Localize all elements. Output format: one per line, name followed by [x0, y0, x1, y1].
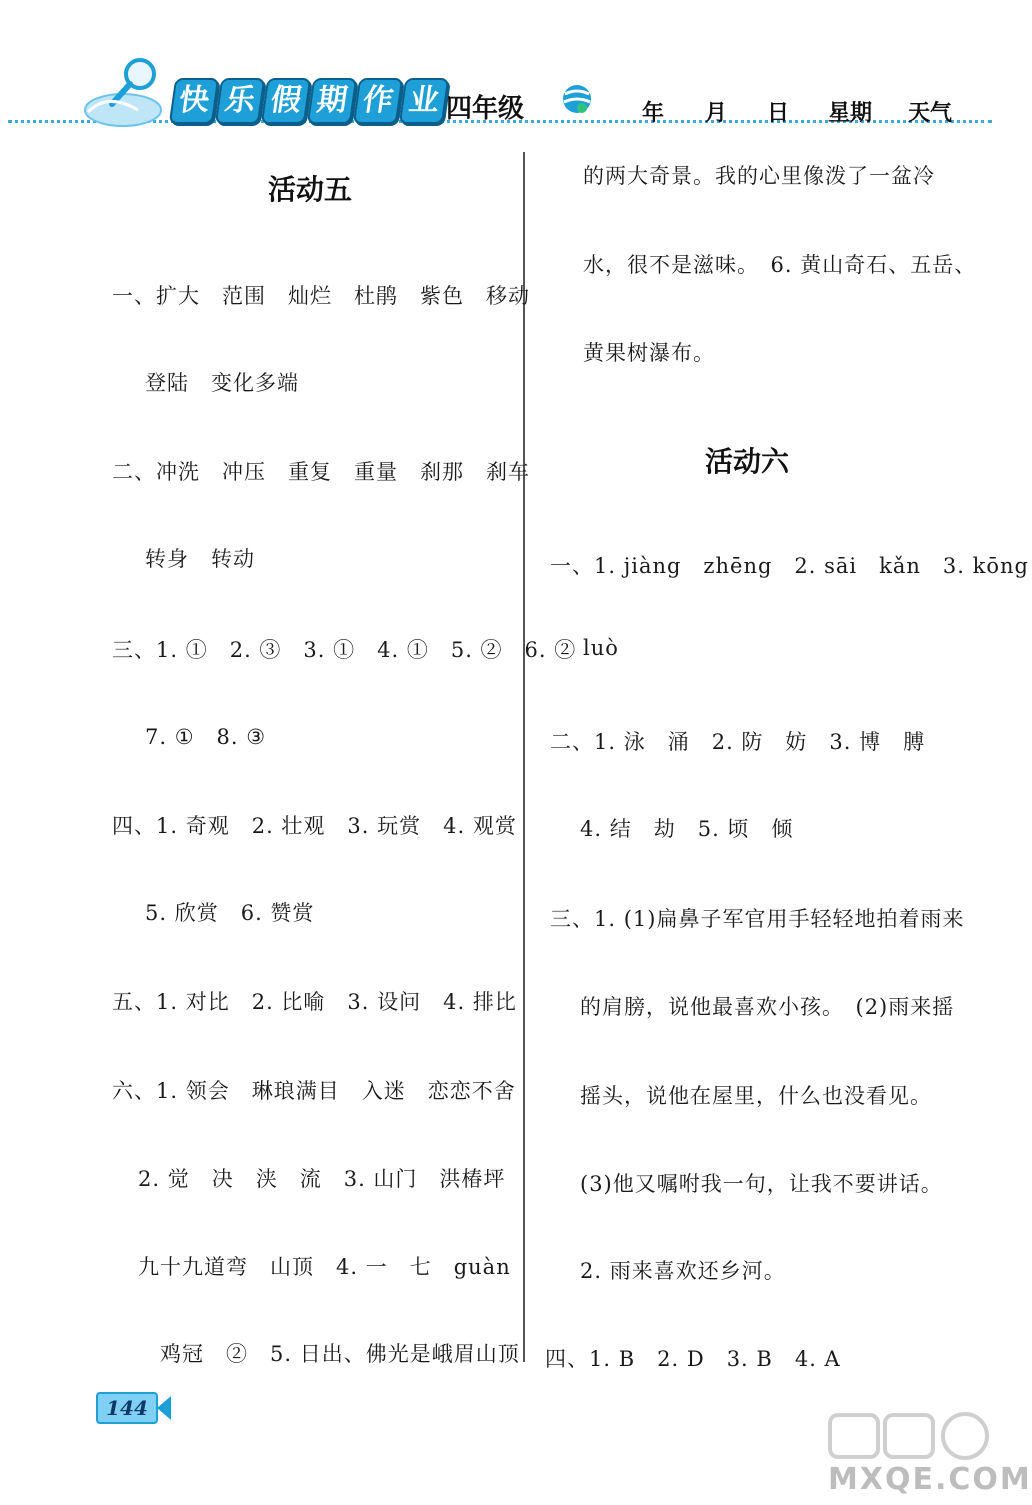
answer-line: 黄果树瀑布。 — [583, 341, 715, 365]
answer-line: 鸡冠 ② 5. 日出、佛光是峨眉山顶 — [160, 1342, 520, 1366]
day-label: 日 — [767, 101, 790, 126]
answer-line: 一、扩大 范围 灿烂 杜鹃 紫色 移动 — [112, 284, 530, 308]
month-label: 月 — [705, 101, 728, 126]
answer-line: 2. 觉 决 浃 流 3. 山门 洪椿坪 — [138, 1167, 506, 1191]
answer-line: 5. 欣赏 6. 赞赏 — [145, 901, 315, 925]
answer-line: 一、1. jiàng zhēng 2. sāi kǎn 3. kōng — [550, 554, 1029, 578]
ball-icon — [560, 82, 594, 116]
answer-line: 的肩膀，说他最喜欢小孩。 (2)雨来摇 — [580, 995, 955, 1019]
column-divider — [523, 152, 525, 1362]
page-number: 144 — [96, 1392, 158, 1424]
answer-line: 摇头，说他在屋里，什么也没看见。 — [580, 1084, 932, 1108]
answer-line: 九十九道弯 山顶 4. 一 七 guàn — [138, 1255, 511, 1279]
watermark-text: MXQE.COM — [828, 1462, 1032, 1497]
answer-line: 二、1. 泳 涌 2. 防 妨 3. 博 膊 — [550, 730, 926, 754]
brand-title — [172, 78, 446, 124]
answer-line: 4. 结 劫 5. 顷 倾 — [580, 817, 794, 841]
answer-line: 五、1. 对比 2. 比喻 3. 设问 4. 排比 — [112, 990, 517, 1014]
answer-line: 转身 转动 — [145, 547, 255, 571]
answer-line: 水，很不是滋味。 6. 黄山奇石、五岳、 — [583, 253, 977, 277]
answer-line: 四、1. B 2. D 3. B 4. A — [545, 1347, 841, 1371]
weekday-label: 星期 — [828, 101, 873, 126]
left-section-title: 活动五 — [268, 173, 353, 206]
brand-char: 作 — [353, 78, 403, 124]
brand-char: 期 — [307, 78, 357, 124]
answer-line: 登陆 变化多端 — [145, 371, 299, 395]
answer-line: 三、1. ① 2. ③ 3. ① 4. ① 5. ② 6. ② — [112, 638, 577, 662]
answer-line: 二、冲洗 冲压 重复 重量 刹那 刹车 — [112, 460, 530, 484]
answer-line: 的两大奇景。我的心里像泼了一盆冷 — [583, 164, 935, 188]
right-section-title: 活动六 — [705, 445, 790, 478]
page-arrow-icon — [157, 1396, 171, 1420]
answer-line: 三、1. (1)扁鼻子军官用手轻轻地拍着雨来 — [550, 907, 965, 931]
answer-line: 四、1. 奇观 2. 壮观 3. 玩赏 4. 观赏 — [112, 814, 517, 838]
answer-line: 六、1. 领会 琳琅满目 入迷 恋恋不舍 — [112, 1079, 516, 1103]
brand-char: 业 — [399, 78, 449, 124]
year-label: 年 — [642, 101, 665, 126]
answer-line: luò — [583, 636, 619, 660]
magnifier-logo-icon — [78, 52, 178, 132]
grade-label: 四年级 — [446, 94, 525, 124]
answer-line: 7. ① 8. ③ — [145, 725, 267, 749]
brand-char: 快 — [169, 78, 219, 124]
brand-char: 乐 — [215, 78, 265, 124]
answer-line: (3)他又嘱咐我一句，让我不要讲话。 — [580, 1172, 943, 1196]
weather-label: 天气 — [908, 101, 953, 126]
brand-char: 假 — [261, 78, 311, 124]
page-header — [0, 0, 1000, 140]
answer-line: 2. 雨来喜欢还乡河。 — [580, 1259, 786, 1283]
